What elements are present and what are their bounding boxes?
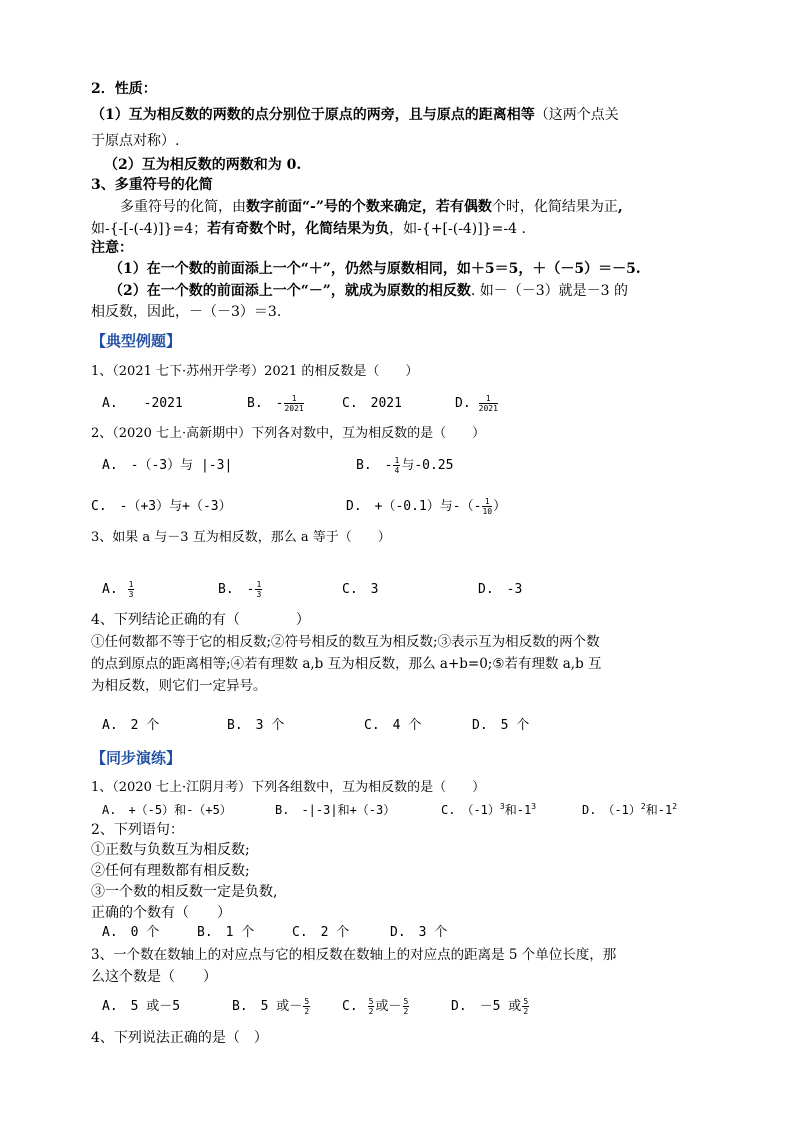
notes-heading: 注意： xyxy=(91,240,133,256)
fraction-denominator: 2 xyxy=(523,1007,529,1016)
fraction-denominator: 10 xyxy=(482,507,493,516)
multi-sign-l1c: 个时，化简结果为正 xyxy=(491,199,618,215)
example-q2-d-fraction xyxy=(482,497,492,516)
example-q2-b-prefix: B. - xyxy=(356,458,393,473)
practice-q2-option-d: D. 3 个 xyxy=(390,925,448,940)
example-q3-stem: 3、如果 a 与－3 互为相反数，那么 a 等于（ ） xyxy=(91,530,391,545)
note-1: （1）在一个数的前面添上一个“＋”，仍然与原数相同，如＋5＝5，＋（－5）＝－5. xyxy=(109,261,641,277)
practice-q3-stem-line-1: 3、一个数在数轴上的对应点与它的相反数在数轴上的对应点的距离是 5 个单位长度，那 xyxy=(91,947,617,963)
exponent: 3 xyxy=(531,802,537,811)
example-q1-option-c: C. 2021 xyxy=(342,396,402,411)
fraction-denominator: 4 xyxy=(394,466,400,475)
example-q1-b-prefix: B. - xyxy=(247,396,284,411)
example-q4-stem: 4、下列结论正确的有（ ） xyxy=(91,612,310,628)
examples-heading: 【典型例题】 xyxy=(91,332,182,350)
example-q2-d-suffix: ） xyxy=(493,499,507,514)
practice-q3-option-a: A. 5 或－5 xyxy=(102,999,181,1014)
practice-q2-option-a: A. 0 个 xyxy=(102,925,160,940)
example-q1-d-prefix: D. xyxy=(455,396,471,411)
example-q3-a-fraction xyxy=(128,580,135,599)
fraction-numerator: 5 xyxy=(523,997,529,1006)
exponent: 2 xyxy=(640,802,646,811)
practice-q2-statement-1: ①正数与负数互为相反数; xyxy=(91,842,250,858)
fraction-denominator: 2021 xyxy=(478,404,498,413)
example-q2-b-fraction xyxy=(393,456,400,475)
practice-q1-d-mid: 和-1 xyxy=(645,803,673,817)
example-q2-option-a: A. -（-3）与 |-3| xyxy=(102,458,233,473)
example-q1-stem: 1、（2021 七下·苏州开学考）2021 的相反数是（ ） xyxy=(91,364,419,379)
practice-q2-statement-3: ③一个数的相反数一定是负数, xyxy=(91,884,278,900)
exponent: 3 xyxy=(499,802,505,811)
multi-sign-line-1 xyxy=(120,197,623,217)
practice-q3-c-fraction-1 xyxy=(368,997,375,1016)
fraction-numerator: 1 xyxy=(394,456,400,465)
multi-sign-l1d: , xyxy=(617,199,623,215)
multi-sign-l2c: ，如-{+[-(-4)]}=-4 . xyxy=(389,221,526,237)
practice-q3-option-b xyxy=(232,997,311,1017)
practice-q2-statement-2: ②任何有理数都有相反数; xyxy=(91,863,250,879)
properties-heading: 2．性质： xyxy=(91,81,157,97)
example-q4-option-a: A. 2 个 xyxy=(102,718,160,733)
fraction-numerator: 5 xyxy=(403,997,409,1006)
practice-q3-option-c xyxy=(342,997,410,1017)
property-1-line-1 xyxy=(91,105,619,125)
example-q2-option-b xyxy=(356,456,453,476)
practice-q1-option-c xyxy=(441,800,536,820)
example-q4-option-d: D. 5 个 xyxy=(472,718,530,733)
multi-sign-l2b: 若有奇数个时，化简结果为负 xyxy=(207,221,390,237)
example-q1-d-fraction xyxy=(479,394,498,413)
example-q3-option-a xyxy=(102,580,135,600)
practice-q1-option-b: B. -|-3|和+（-3） xyxy=(275,803,396,817)
multi-sign-l2a: 如-{-[-(-4)]}=4； xyxy=(91,221,208,237)
example-q2-stem: 2、（2020 七上·高新期中）下列各对数中，互为相反数的是（ ） xyxy=(91,426,486,441)
practice-q1-option-d xyxy=(582,800,677,820)
practice-q3-c-prefix: C. xyxy=(342,999,358,1014)
practice-q2-stem: 2、下列语句： xyxy=(91,822,184,838)
example-q3-b-prefix: B. - xyxy=(218,582,255,597)
example-q3-option-b xyxy=(218,580,263,600)
multi-sign-heading: 3、多重符号的化简 xyxy=(91,177,213,193)
note-2-line-2: 相反数，因此，－（－3）＝3. xyxy=(91,304,282,320)
practice-q2-ask: 正确的个数有（ ） xyxy=(91,905,231,921)
fraction-denominator: 2021 xyxy=(284,404,304,413)
example-q3-b-fraction xyxy=(255,580,262,599)
practice-q1-c-mid: 和-1 xyxy=(504,803,532,817)
example-q1-option-b xyxy=(247,394,305,414)
exponent: 2 xyxy=(672,802,678,811)
property-1-line-2: 于原点对称）. xyxy=(91,133,180,149)
example-q2-option-c: C. -（+3）与+（-3） xyxy=(91,499,232,514)
fraction-numerator: 5 xyxy=(304,997,310,1006)
multi-sign-line-2 xyxy=(91,219,526,239)
practice-q3-b-fraction xyxy=(303,997,310,1016)
fraction-denominator: 2 xyxy=(403,1007,409,1016)
multi-sign-l1b: 数字前面“-”号的个数来确定，若有偶数 xyxy=(246,199,492,215)
property-1-bold: （1）互为相反数的两数的点分别位于原点的两旁，且与原点的距离相等 xyxy=(91,107,535,123)
note-2-rest: . 如－（－3）就是－3 的 xyxy=(470,283,629,299)
practice-q1-c-prefix: C. （-1） xyxy=(441,803,500,817)
note-2-line-1 xyxy=(109,281,628,301)
example-q1-b-fraction xyxy=(284,394,303,413)
example-q2-b-suffix: 与-0.25 xyxy=(401,458,454,473)
practice-q1-d-prefix: D. （-1） xyxy=(582,803,641,817)
fraction-denominator: 3 xyxy=(128,590,134,599)
practice-q3-d-prefix: D. －5 或 xyxy=(451,999,522,1014)
example-q4-line-3: 为相反数，则它们一定异号。 xyxy=(91,678,267,694)
example-q3-option-c: C. 3 xyxy=(342,582,379,597)
practice-q3-b-prefix: B. 5 或－ xyxy=(232,999,303,1014)
practice-q2-option-c: C. 2 个 xyxy=(292,925,350,940)
example-q4-option-b: B. 3 个 xyxy=(227,718,285,733)
property-2: （2）互为相反数的两数和为 0. xyxy=(104,157,302,173)
fraction-numerator: 1 xyxy=(128,580,134,589)
fraction-numerator: 1 xyxy=(284,394,303,404)
note-2-bold: （2）在一个数的前面添上一个“－”，就成为原数的相反数 xyxy=(109,283,471,299)
fraction-numerator: 1 xyxy=(479,394,498,404)
fraction-denominator: 2 xyxy=(368,1007,374,1016)
practice-q3-c-fraction-2 xyxy=(403,997,410,1016)
practice-q1-stem: 1、（2020 七上·江阴月考）下列各组数中，互为相反数的是（ ） xyxy=(91,780,486,795)
fraction-denominator: 2 xyxy=(304,1007,310,1016)
practice-q3-c-mid: 或－ xyxy=(375,999,402,1014)
practice-q3-option-d xyxy=(451,997,530,1017)
practice-q1-option-a: A. +（-5）和-（+5） xyxy=(102,803,232,817)
example-q4-option-c: C. 4 个 xyxy=(364,718,422,733)
example-q3-option-d: D. -3 xyxy=(478,582,523,597)
fraction-numerator: 5 xyxy=(368,997,374,1006)
fraction-denominator: 3 xyxy=(256,590,262,599)
practice-q3-d-fraction xyxy=(522,997,529,1016)
practice-heading: 【同步演练】 xyxy=(91,749,182,767)
example-q1-option-d xyxy=(455,394,499,414)
example-q1-option-a: A. -2021 xyxy=(102,396,183,411)
practice-q2-option-b: B. 1 个 xyxy=(197,925,255,940)
fraction-numerator: 1 xyxy=(256,580,262,589)
fraction-numerator: 1 xyxy=(482,497,492,507)
practice-q4-stem: 4、下列说法正确的是（ ） xyxy=(91,1030,268,1046)
property-1-rest: （这两个点关 xyxy=(534,107,619,123)
practice-q3-stem-line-2: 么这个数是（ ） xyxy=(91,969,217,985)
example-q3-a-prefix: A. xyxy=(102,582,118,597)
example-q2-option-d xyxy=(346,497,506,517)
multi-sign-l1a: 多重符号的化简，由 xyxy=(120,199,246,215)
example-q2-d-prefix: D. +（-0.1）与-（- xyxy=(346,499,482,514)
example-q4-line-2: 的点到原点的距离相等;④若有理数 a,b 互为相反数，那么 a+b=0;⑤若有理数 a,b 互 xyxy=(91,656,602,672)
example-q4-line-1: ①任何数都不等于它的相反数;②符号相反的数互为相反数;③表示互为相反数的两个数 xyxy=(91,634,600,650)
